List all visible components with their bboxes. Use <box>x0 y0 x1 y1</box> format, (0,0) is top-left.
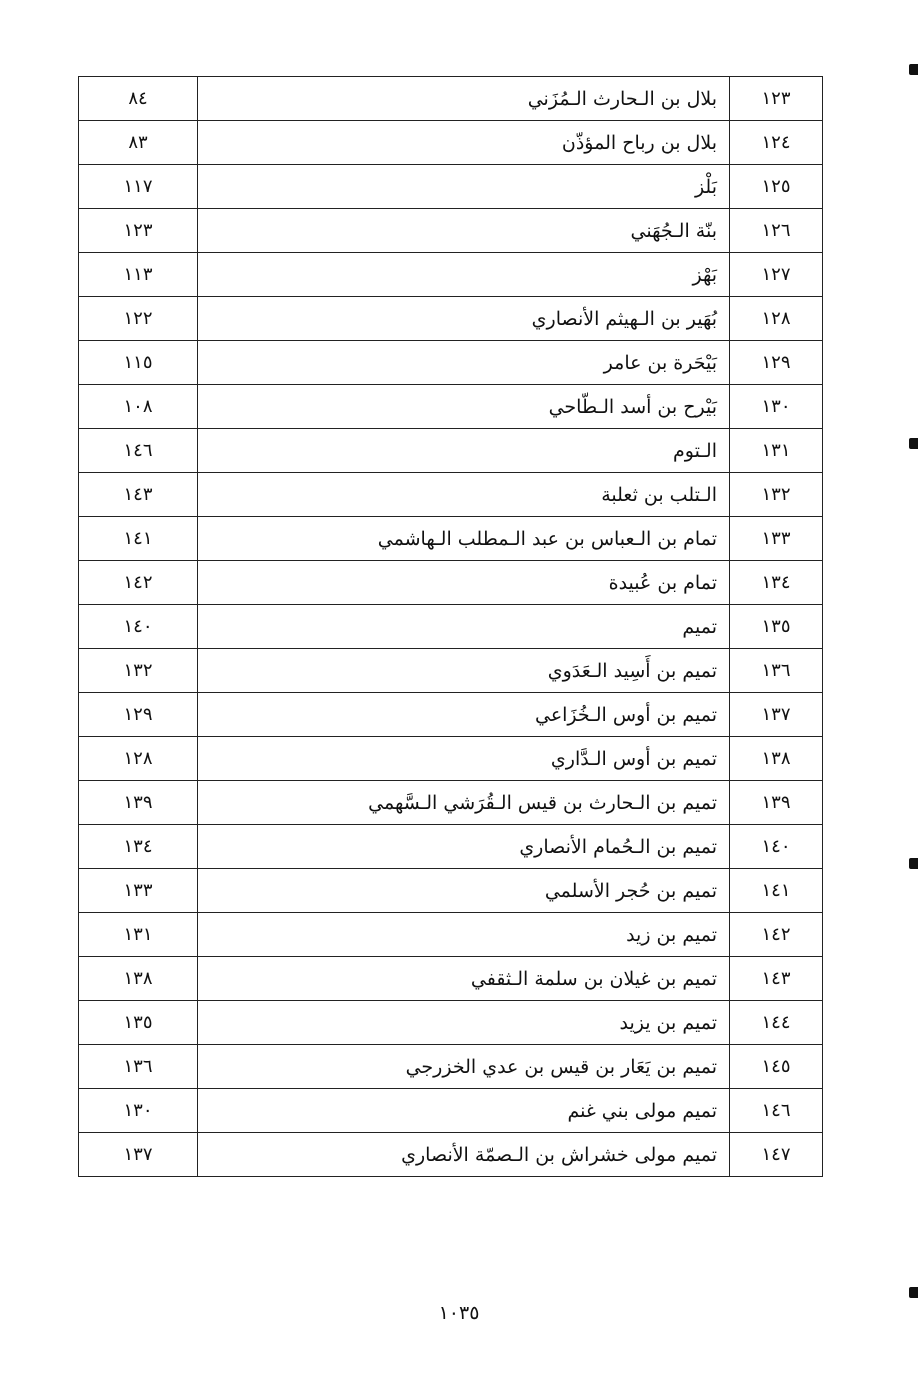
entry-number: ١٣٥ <box>730 605 823 649</box>
table-row <box>79 121 823 165</box>
table-row <box>79 77 823 121</box>
table-row <box>79 869 823 913</box>
entry-reference: ١٢٣ <box>79 209 198 253</box>
entry-name: تميم <box>198 605 730 649</box>
entry-number: ١٤٢ <box>730 913 823 957</box>
table-row <box>79 473 823 517</box>
entry-name: بَيْحَرة بن عامر <box>198 341 730 385</box>
entry-reference: ١٢٩ <box>79 693 198 737</box>
table-row <box>79 1133 823 1177</box>
table-row <box>79 1089 823 1133</box>
table-row <box>79 693 823 737</box>
entry-reference: ١٣٦ <box>79 1045 198 1089</box>
entry-reference: ١٢٨ <box>79 737 198 781</box>
entry-name: بلال بن الـحارث الـمُزَني <box>198 77 730 121</box>
entry-number: ١٣٣ <box>730 517 823 561</box>
entry-reference: ١٣٩ <box>79 781 198 825</box>
table-row <box>79 781 823 825</box>
entry-name: تمام بن عُبيدة <box>198 561 730 605</box>
entry-number: ١٣١ <box>730 429 823 473</box>
entry-number: ١٢٥ <box>730 165 823 209</box>
index-table-body <box>79 77 823 1177</box>
entry-reference: ١٣٣ <box>79 869 198 913</box>
entry-name: بَهْز <box>198 253 730 297</box>
entry-number: ١٣٩ <box>730 781 823 825</box>
entry-reference: ١٤٠ <box>79 605 198 649</box>
entry-name: تميم بن يَعَار بن قيس بن عدي الخزرجي <box>198 1045 730 1089</box>
entry-name: بنّة الـجُهَني <box>198 209 730 253</box>
entry-reference: ١٢٢ <box>79 297 198 341</box>
entry-reference: ١٣٧ <box>79 1133 198 1177</box>
entry-reference: ٨٣ <box>79 121 198 165</box>
entry-name: تميم بن الـحارث بن قيس الـقُرَشي الـسَّهمي <box>198 781 730 825</box>
entry-number: ١٣٠ <box>730 385 823 429</box>
entry-number: ١٣٤ <box>730 561 823 605</box>
table-row <box>79 385 823 429</box>
table-row <box>79 1001 823 1045</box>
entry-number: ١٢٧ <box>730 253 823 297</box>
table-row <box>79 297 823 341</box>
entry-reference: ١٣٥ <box>79 1001 198 1045</box>
entry-name: تميم بن يزيد <box>198 1001 730 1045</box>
entry-number: ١٢٣ <box>730 77 823 121</box>
table-row <box>79 825 823 869</box>
entry-number: ١٤٠ <box>730 825 823 869</box>
entry-name: تميم بن حُجر الأسلمي <box>198 869 730 913</box>
table-row <box>79 605 823 649</box>
entry-number: ١٣٢ <box>730 473 823 517</box>
entry-name: تمام بن الـعباس بن عبد الـمطلب الـهاشمي <box>198 517 730 561</box>
table-row <box>79 253 823 297</box>
entry-number: ١٤١ <box>730 869 823 913</box>
entry-name: الـتوم <box>198 429 730 473</box>
table-row <box>79 517 823 561</box>
entry-reference: ١٣٢ <box>79 649 198 693</box>
entry-number: ١٣٦ <box>730 649 823 693</box>
entry-name: تميم بن أوس الـخُزَاعي <box>198 693 730 737</box>
entry-name: تميم مولى خشراش بن الـصمّة الأنصاري <box>198 1133 730 1177</box>
entry-name: تميم مولى بني غنم <box>198 1089 730 1133</box>
entry-name: تميم بن زيد <box>198 913 730 957</box>
entry-name: الـتلب بن ثعلبة <box>198 473 730 517</box>
edge-mark <box>909 858 918 869</box>
index-table <box>78 76 823 1177</box>
entry-name: بلال بن رباح المؤذّن <box>198 121 730 165</box>
entry-number: ١٣٨ <box>730 737 823 781</box>
entry-reference: ١٠٨ <box>79 385 198 429</box>
table-row <box>79 649 823 693</box>
entry-number: ١٤٥ <box>730 1045 823 1089</box>
entry-reference: ١٣٤ <box>79 825 198 869</box>
table-row <box>79 165 823 209</box>
table-row <box>79 429 823 473</box>
entry-number: ١٢٩ <box>730 341 823 385</box>
page-number: ١٠٣٥ <box>438 1302 480 1324</box>
entry-number: ١٤٣ <box>730 957 823 1001</box>
table-row <box>79 561 823 605</box>
table-row <box>79 957 823 1001</box>
entry-number: ١٢٤ <box>730 121 823 165</box>
entry-reference: ١٣١ <box>79 913 198 957</box>
entry-name: تميم بن أَسِيد الـعَدَوي <box>198 649 730 693</box>
entry-name: تميم بن غيلان بن سلمة الـثقفي <box>198 957 730 1001</box>
entry-reference: ١١٥ <box>79 341 198 385</box>
entry-reference: ٨٤ <box>79 77 198 121</box>
entry-reference: ١٤٣ <box>79 473 198 517</box>
entry-reference: ١١٧ <box>79 165 198 209</box>
entry-reference: ١٣٨ <box>79 957 198 1001</box>
entry-name: تميم بن أوس الـدَّاري <box>198 737 730 781</box>
entry-number: ١٣٧ <box>730 693 823 737</box>
entry-reference: ١٤٢ <box>79 561 198 605</box>
table-row <box>79 737 823 781</box>
entry-reference: ١٣٠ <box>79 1089 198 1133</box>
entry-name: بَيْرح بن أسد الـطّاحي <box>198 385 730 429</box>
entry-number: ١٤٧ <box>730 1133 823 1177</box>
edge-mark <box>909 1287 918 1298</box>
entry-name: بَلْز <box>198 165 730 209</box>
entry-number: ١٤٦ <box>730 1089 823 1133</box>
entry-reference: ١٤٦ <box>79 429 198 473</box>
entry-reference: ١٤١ <box>79 517 198 561</box>
entry-number: ١٢٦ <box>730 209 823 253</box>
entry-number: ١٤٤ <box>730 1001 823 1045</box>
table-row <box>79 209 823 253</box>
table-row <box>79 913 823 957</box>
entry-name: بُهَير بن الـهيثم الأنصاري <box>198 297 730 341</box>
entry-name: تميم بن الـحُمام الأنصاري <box>198 825 730 869</box>
edge-mark <box>909 64 918 75</box>
entry-number: ١٢٨ <box>730 297 823 341</box>
entry-reference: ١١٣ <box>79 253 198 297</box>
edge-mark <box>909 438 918 449</box>
table-row <box>79 341 823 385</box>
table-row <box>79 1045 823 1089</box>
